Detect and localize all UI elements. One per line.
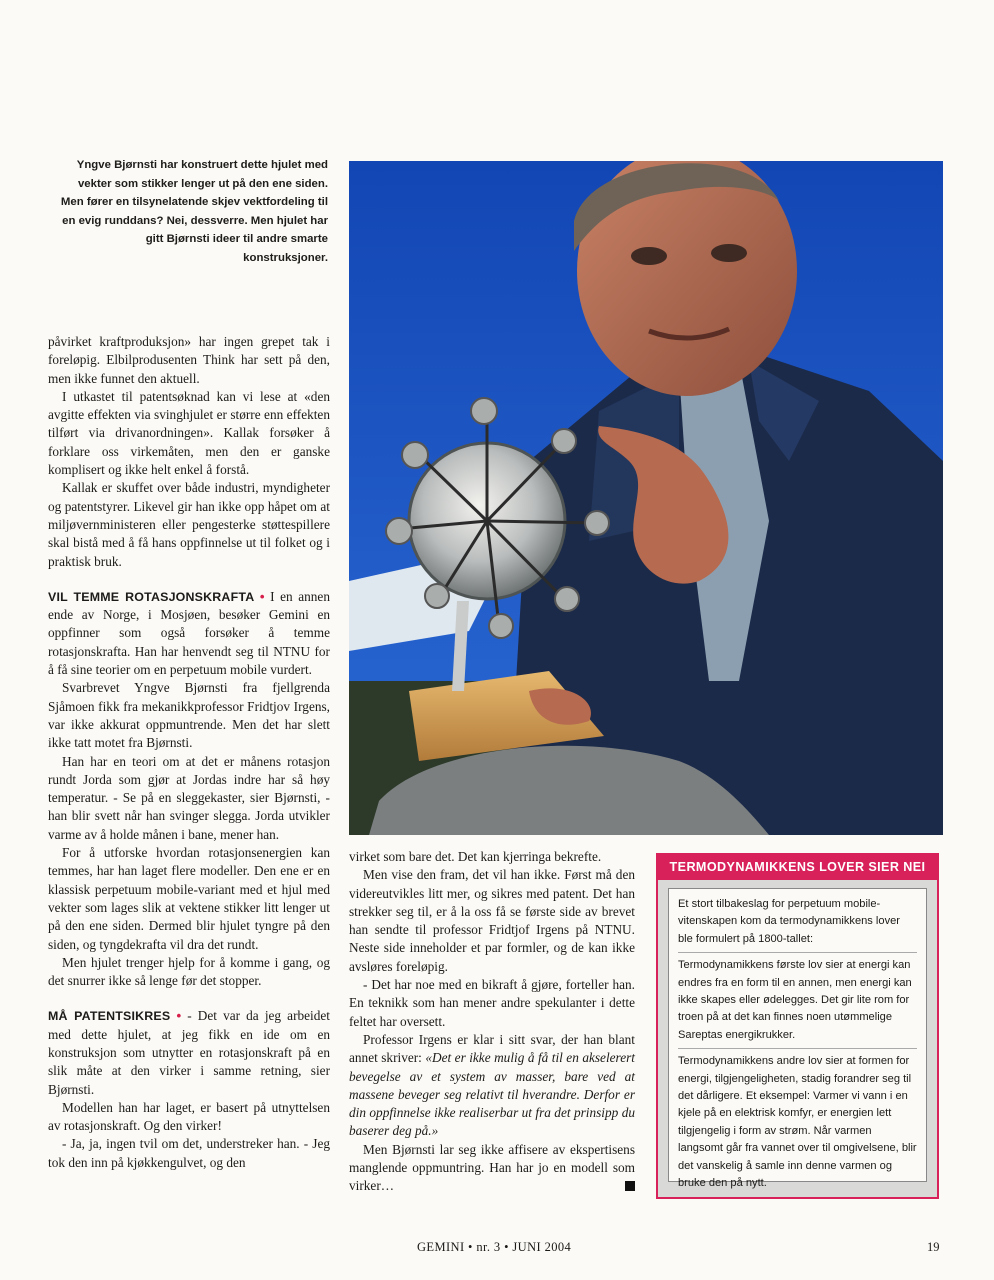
paragraph: - Ja, ja, ingen tvil om det, understreker han. - Jeg tok den inn på kjøkkengulvet, og den — [48, 1136, 330, 1170]
sidebar-box — [656, 853, 939, 1199]
box-paragraph: Termodynamikkens andre lov sier at formen for energi, tilgjengeligheten, stadig forandrer seg til det dårligere. Et eksempel: Varmer vi vann i en kjele på en elektrisk komfyr, er energien lett tilgjengelig i form av strøm. Når varmen langsomt går fra vannet over til omgivelsene, blir det vanskelig å samle inn denne varmen og bruke den på nytt. — [678, 1055, 917, 1190]
page-number: 19 — [927, 1240, 940, 1254]
paragraph: I utkastet til patentsøknad kan vi lese at «den avgitte effekten via svinghjulet er større enn effekten tilført via drivanordningen». Kallak forsøker å forklare oss virkemåten, men den er ganske komplisert og ikke helt enkel å forstå. — [48, 388, 330, 478]
paragraph-text: Professor Irgens er klar i sitt svar, der han blant annet skriver: — [349, 1031, 635, 1066]
paragraph-text: I en annen ende av Norge, i Mosjøen, besøker Gemini en oppfinner som også forsøker å temme rotasjonskrafta. Han har henvendt seg til NTNU for å få sine teorier om en perpetuum mobile vurdert. — [48, 588, 330, 678]
bullet-icon: • — [259, 588, 265, 604]
paragraph — [349, 1141, 635, 1196]
paragraph: For å utforske hvordan rotasjonsenergien kan temmes, har han laget flere modeller. Den ene er en klassisk perpetuum mobile-variant med et hjul med vekter som lages slik at vektene stikker litt lenger ut på den ene siden. Dermed blir hjulet tyngre på den siden, og tyngdekrafta vil dra det rundt. — [48, 845, 330, 952]
paragraph-text: Men Bjørnsti lar seg ikke affisere av ekspertisens manglende oppmuntring. Han har jo en modell som virker… — [349, 1141, 635, 1194]
article-column-1 — [48, 333, 330, 1172]
professor-quote: «Det er ikke mulig å få til en akselerert bevegelse av et system av masser, bare ved at massene beveger seg relativt til hverandre. Derfor er din oppfinnelse ikke realiserbar ut fra det prinsipp du baserer deg på.» — [349, 1050, 636, 1139]
paragraph: påvirket kraftproduksjon» har ingen grepet tak i foreløpig. Elbilprodusenten Think har sett på den, men ikke funnet den aktuell. — [48, 334, 330, 386]
article-column-2 — [349, 848, 635, 1196]
end-mark-icon — [625, 1181, 635, 1191]
folio: GEMINI • nr. 3 • JUNI 2004 — [417, 1240, 572, 1254]
photo-inventor-with-wheel — [349, 161, 943, 835]
paragraph — [349, 1031, 635, 1141]
paragraph-text: - Det var da jeg arbeidet med dette hjulet, at jeg fikk en ide om en konstruksjon som utnytter en rotasjonskraft på en slik måte at den virker i samme retning, sier Bjørnsti. — [48, 1008, 330, 1097]
sidebar-box-body — [668, 888, 927, 1190]
box-paragraph: Et stort tilbakeslag for perpetuum mobile-vitenskapen kom da termodynamikkens lover ble formulert på 1800-tallet: — [678, 896, 917, 953]
subhead-vil-temme: VIL TEMME ROTASJONSKRAFTA — [48, 589, 255, 604]
paragraph: virket som bare det. Det kan kjerringa bekrefte. — [349, 849, 602, 864]
subhead-maa-patentsikres: MÅ PATENTSIKRES — [48, 1009, 171, 1024]
paragraph: Men hjulet trenger hjelp for å komme i gang, og det snurrer ikke så lenge før det stopper. — [48, 954, 330, 989]
paragraph: Kallak er skuffet over både industri, myndigheter og patentstyrer. Likevel gir han ikke opp håpet om at miljøvernministeren eller pengesterke støttespillere skal bistå med å få hans oppfinnelse ut til folket og i praktisk bruk. — [48, 480, 330, 569]
bullet-icon: • — [176, 1008, 182, 1024]
box-paragraph: Termodynamikkens første lov sier at energi kan endres fra en form til en annen, men energi kan ikke skapes eller ødelegges. Det gir lite rom for troen på at det kan finnes noen utømmelige Sareptas energikrukker. — [678, 957, 917, 1049]
photo-caption: Yngve Bjørnsti har konstruert dette hjulet med vekter som stikker lenger ut på den ene siden. Men fører en tilsynelatende skjev vektfordeling til en evig runddans? Nei, dessverre. Men hjulet har gitt Bjørnsti ideer til andre smarte konstruksjoner. — [60, 159, 328, 264]
sidebar-box-title: TERMODYNAMIKKENS LOVER SIER NEI — [658, 855, 937, 880]
paragraph: Men vise den fram, det vil han ikke. Først må den videreutvikles litt mer, og sikres med patent. Det han strekker seg til, er å la oss få se første side av brevet han sendte til professor Fridtjof Irgens på NTNU. Neste side inneholder et par formler, og de kan ikke avsløres foreløpig. — [349, 867, 635, 974]
paragraph-with-subhead — [48, 1007, 330, 1098]
paragraph: Modellen han har laget, er basert på utnyttelsen av rotasjonskraft. Og den virker! — [48, 1099, 330, 1134]
paragraph: Svarbrevet Yngve Bjørnsti fra fjellgrenda Sjåmoen fikk fra mekanikkprofessor Fridtjov Irgens, var ikke akkurat oppmuntrende. Men det har slett ikke tatt motet fra Bjørnsti. — [48, 680, 330, 751]
paragraph-with-subhead — [48, 588, 330, 679]
paragraph: Han har en teori om at det er månens rotasjon rundt Jorda som gjør at Jordas indre har så høy temperatur. - Se på en sleggekaster, sier Bjørnsti, - han blir svett når han svinger slegga. Jorda utvikler varme av å holde månen i bane, mener han. — [48, 753, 330, 842]
paragraph: - Det har noe med en bikraft å gjøre, forteller han. En teknikk som han mener andre spekulanter i dette feltet har oversett. — [349, 977, 635, 1029]
